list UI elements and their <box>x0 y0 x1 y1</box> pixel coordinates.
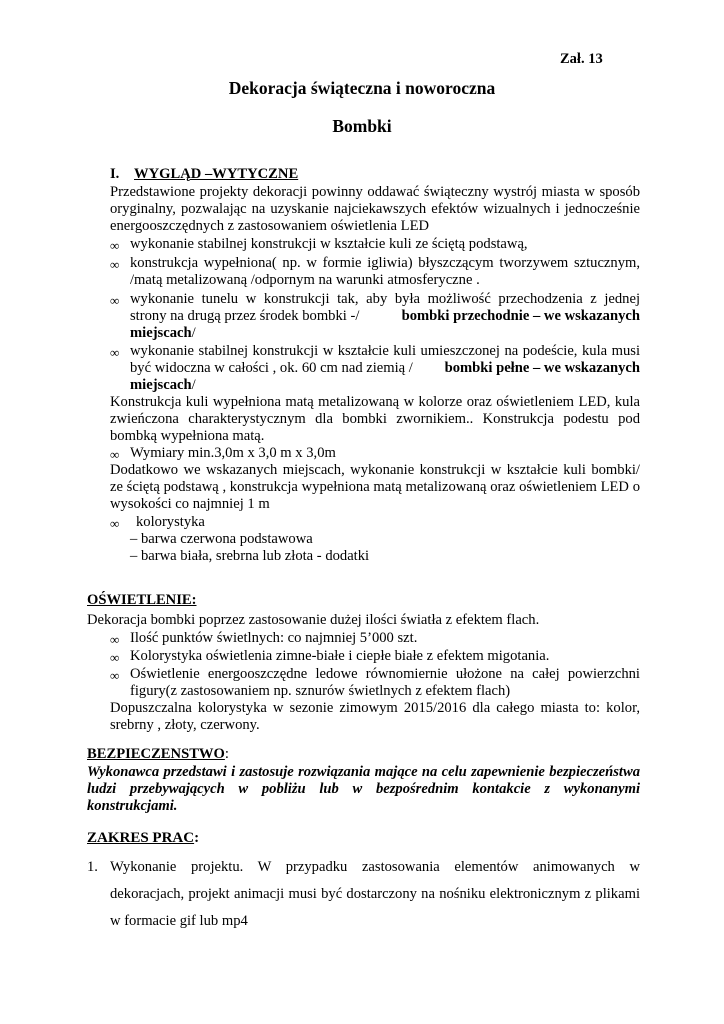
bullet-icon: ∞ <box>110 257 120 272</box>
scope-line-1: Wykonanie projektu. W przypadku zastosowania elementów animowanych w <box>110 859 640 875</box>
intro-line-1: Przedstawione projekty dekoracji powinny oddawać świąteczny wystrój miasta w sposób <box>110 184 640 200</box>
attachment-number: Zał. 13 <box>560 51 603 67</box>
lighting-energy-line-1: Oświetlenie energooszczędne ledowe równomiernie ułożone na całej powierzchni <box>130 666 640 682</box>
lighting-energy-line-2: figury(z zastosowaniem np. sznurów świetlnych z efektem flach) <box>130 683 511 699</box>
bullet-4-line-2 <box>130 360 640 378</box>
section-number: I. <box>110 166 120 182</box>
additional-line-3: wysokości co najmniej 1 m <box>110 496 270 512</box>
bullet-2-line-1: konstrukcja wypełniona( np. w formie igliwia) błyszczącym tworzywem sztucznym, <box>130 255 640 271</box>
construction-line-3: bombką wypełniona matą. <box>110 428 265 444</box>
additional-line-1: Dodatkowo we wskazanych miejscach, wykonanie konstrukcji w kształcie kuli bombki/ <box>110 462 640 478</box>
bullet-3-line-1: wykonanie tunelu w konstrukcji tak, aby była możliwość przechodzenia z jednej <box>130 291 640 307</box>
bullet-3-line-2 <box>130 308 640 326</box>
bullet-icon: ∞ <box>110 516 120 531</box>
lighting-note-line-1: Dopuszczalna kolorystyka w sezonie zimowym 2015/2016 dla całego miasta to: kolor, <box>110 700 640 716</box>
construction-line-2: zwieńczona charakterystycznym dla bombki zwornikiem.. Konstrukcja podestu pod <box>110 411 640 427</box>
bullet-3-line-3 <box>130 325 196 343</box>
lighting-intro: Dekoracja bombki poprzez zastosowanie dużej ilości światła z efektem flach. <box>87 612 540 628</box>
colors-label: kolorystyka <box>136 514 205 530</box>
slash: / <box>191 325 196 341</box>
intro-line-2: oryginalny, pozwalając na uzyskanie najciekawszych efektów wizualnych i jednocześnie <box>110 201 640 217</box>
bullet-3-emphasis-end: miejscach <box>130 325 192 341</box>
safety-heading <box>87 746 229 764</box>
safety-heading-text: BEZPIECZENSTWO <box>87 746 225 762</box>
scope-item-number: 1. <box>87 859 98 875</box>
dimensions: Wymiary min.3,0m x 3,0 m x 3,0m <box>130 445 336 461</box>
section-heading: WYGLĄD –WYTYCZNE <box>134 166 299 182</box>
lighting-points: Ilość punktów świetlnych: co najmniej 5’000 szt. <box>130 630 418 646</box>
bullet-icon: ∞ <box>110 632 120 647</box>
bullet-icon: ∞ <box>110 238 120 253</box>
document-title: Dekoracja świąteczna i noworoczna <box>228 78 496 98</box>
bullet-4-line-3 <box>130 377 196 395</box>
bullet-icon: ∞ <box>110 447 120 462</box>
lighting-colors: Kolorystyka oświetlenia zimne-białe i ciepłe białe z efektem migotania. <box>130 648 550 664</box>
scope-line-2: dekoracjach, projekt animacji musi być dostarczony na nośniku elektronicznym z plikami <box>110 886 640 902</box>
lighting-heading: OŚWIETLENIE: <box>87 592 197 608</box>
document-subtitle: Bombki <box>332 116 392 136</box>
bullet-2-line-2: /matą metalizowaną /odpornym na warunki atmosferyczne . <box>130 272 480 288</box>
bullet-icon: ∞ <box>110 293 120 308</box>
scope-heading-text: ZAKRES PRAC <box>87 830 195 846</box>
intro-line-3: energooszczędnych z zastosowaniem oświetlenia LED <box>110 218 430 234</box>
bullet-4-text: być widoczna w całości , ok. 60 cm nad ziemią / <box>130 360 413 376</box>
safety-line-1: Wykonawca przedstawi i zastosuje rozwiązania mające na celu zapewnienie bezpieczeństwa <box>87 764 640 780</box>
bullet-4-emphasis-end: miejscach <box>130 377 192 393</box>
bullet-icon: ∞ <box>110 345 120 360</box>
slash: / <box>191 377 196 393</box>
colon: : <box>194 830 200 846</box>
color-additional: – barwa biała, srebrna lub złota - dodatki <box>130 548 370 564</box>
safety-line-3: konstrukcjami. <box>87 798 178 814</box>
bullet-icon: ∞ <box>110 668 120 683</box>
bullet-4-emphasis: bombki pełne – we wskazanych <box>444 360 640 376</box>
scope-line-3: w formacie gif lub mp4 <box>110 913 248 929</box>
bullet-1-text: wykonanie stabilnej konstrukcji w kształcie kuli ze ściętą podstawą, <box>130 236 528 252</box>
lighting-note-line-2: srebrny , złoty, czerwony. <box>110 717 260 733</box>
bullet-4-line-1: wykonanie stabilnej konstrukcji w kształcie kuli umieszczonej na podeście, kula musi <box>130 343 640 359</box>
scope-heading <box>87 830 199 848</box>
bullet-3-text: strony na drugą przez środek bombki -/ <box>130 308 360 324</box>
bullet-icon: ∞ <box>110 650 120 665</box>
safety-line-2: ludzi przebywających w pobliżu lub w bezpośrednim kontakcie z wykonanymi <box>87 781 640 797</box>
additional-line-2: ze ściętą podstawą , konstrukcja wypełniona matą metalizowaną oraz oświetleniem LED o <box>110 479 640 495</box>
colon: : <box>224 746 229 762</box>
construction-line-1: Konstrukcja kuli wypełniona matą metalizowaną w kolorze oraz oświetleniem LED, kula <box>110 394 640 410</box>
bullet-3-emphasis: bombki przechodnie – we wskazanych <box>401 308 640 324</box>
color-primary: – barwa czerwona podstawowa <box>130 531 313 547</box>
